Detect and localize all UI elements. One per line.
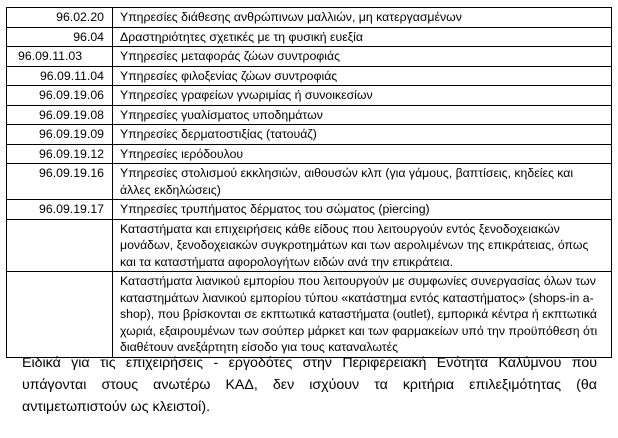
table-row [7,164,612,200]
kad-description: Υπηρεσίες γραφείων γνωριμίας ή συνοικεσίων [113,86,612,106]
kad-description: Υπηρεσίες μεταφοράς ζώων συντροφιάς [113,47,612,67]
table-row [7,47,612,67]
kad-code [7,219,113,272]
kad-code: 96.09.19.08 [7,105,113,125]
kad-code [7,272,113,358]
kad-code: 96.09.19.09 [7,125,113,145]
table-row [7,86,612,106]
table-row [7,8,612,28]
table-row [7,144,612,164]
table-row [7,66,612,86]
kad-description: Υπηρεσίες ιερόδουλου [113,144,612,164]
kad-description: Καταστήματα λιανικού εμπορίου που λειτουργούν με συμφωνίες συνεργασίας όλων των καταστημάτων λιανικού εμπορίου τύπου «κατάστημα εντός καταστήματος» (shops-in a-shop), που βρίσκονται σε εκπτωτικά καταστήματα (outlet), εμπορικά κέντρα ή εκπτωτικά χωριά, εξαιρουμένων των σούπερ μάρκετ και των φαρμακείων υπό την προϋπόθεση ότι διαθέτουν ανεξάρτητη είσοδο για τους καταναλωτές [113,272,612,358]
kad-description: Υπηρεσίες φιλοξενίας ζώων συντροφιάς [113,66,612,86]
kad-description: Υπηρεσίες στολισμού εκκλησιών, αιθουσών κλπ (για γάμους, βαπτίσεις, κηδείες και άλλες εκδηλώσεις) [113,164,612,200]
kad-code: 96.09.11.03 [7,47,113,67]
kad-code: 96.09.19.06 [7,86,113,106]
kad-description: Δραστηριότητες σχετικές με τη φυσική ευεξία [113,27,612,47]
note-paragraph: Ειδικά για τις επιχειρήσεις - εργοδότες στην Περιφερειακή Ενότητα Καλύμνου που υπάγονται στους ανωτέρω ΚΑΔ, δεν ισχύουν τα κριτήρια επιλεξιμότητας (θα αντιμετωπιστούν ως κλειστοί). [22,355,597,415]
kad-code: 96.04 [7,27,113,47]
kad-description: Υπηρεσίες διάθεσης ανθρώπινων μαλλιών, μη κατεργασμένων [113,8,612,28]
kad-description: Καταστήματα και επιχειρήσεις κάθε είδους που λειτουργούν εντός ξενοδοχειακών μονάδων, ξενοδοχειακών συγκροτημάτων και των αερολιμένων της επικράτειας, όπως και τα καταστήματα αφορολογήτων ειδών ανά την επικράτεια. [113,219,612,272]
table-row [7,272,612,358]
kad-code: 96.09.19.16 [7,164,113,200]
table-row [7,27,612,47]
kad-table [6,7,612,358]
kad-description: Υπηρεσίες γυαλίσματος υποδημάτων [113,105,612,125]
table-row [7,200,612,220]
kad-code: 96.09.19.17 [7,200,113,220]
kad-code: 96.09.11.04 [7,66,113,86]
table-row [7,105,612,125]
kad-code: 96.02.20 [7,8,113,28]
kad-description: Υπηρεσίες τρυπήματος δέρματος του σώματος (piercing) [113,200,612,220]
kad-code: 96.09.19.12 [7,144,113,164]
table-row [7,219,612,272]
table-row [7,125,612,145]
kad-description: Υπηρεσίες δερματοστιξίας (τατουάζ) [113,125,612,145]
